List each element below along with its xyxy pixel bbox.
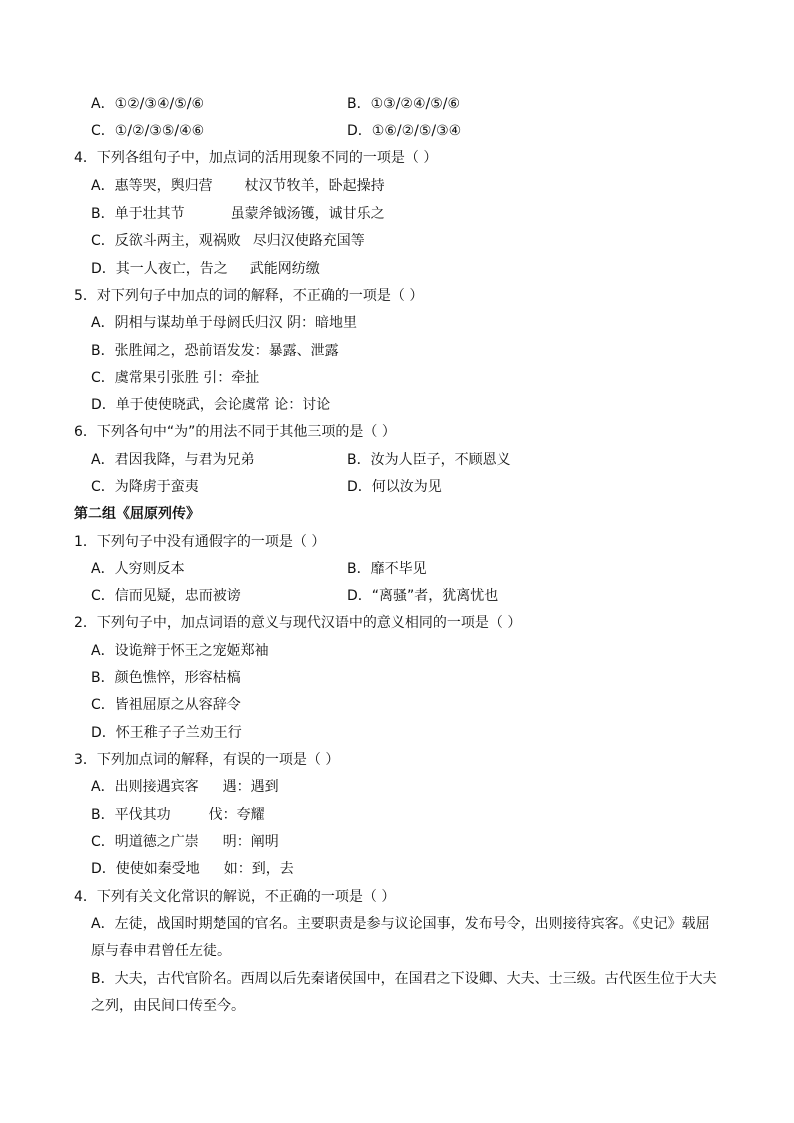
g2q2-option-a: A．设诡辩于怀王之宠姬郑袖 [91, 643, 269, 659]
g1q4-option-c-part2: 尽归汉使路充国等 [252, 233, 365, 249]
g1q4-option-a [91, 176, 385, 196]
g1q5-option-d: D．单于使使晓武，会论虞常 论：讨论 [91, 397, 331, 413]
g2q3-option-d [91, 859, 294, 879]
g2q3-option-c-part1: C．明道德之广崇 [91, 834, 199, 850]
g2q3-option-d-part1: D．使使如秦受地 [91, 861, 200, 877]
g2q4-option-b-line1: B．大夫，古代官阶名。西周以后先秦诸侯国中，在国君之下设卿、大夫、士三级。古代医生位于大夫 [91, 971, 717, 987]
g2q4-option-a-line1: A．左徒，战国时期楚国的官名。主要职责是参与议论国事，发布号令，出则接待宾客。《史记》载屈 [91, 916, 710, 932]
g2q1-option-c: C．信而见疑，忠而被谤 [91, 588, 241, 604]
g2q3-option-a-part2: 遇：遇到 [222, 779, 279, 795]
g1q5-stem: 5．对下列句子中加点的词的解释，不正确的一项是（ ） [74, 288, 424, 304]
g1q6-option-a: A．君因我降，与君为兄弟 [91, 452, 255, 468]
g2q3-option-c [91, 832, 279, 852]
g1q4-option-b [91, 204, 385, 224]
g2q1-stem: 1．下列句子中没有通假字的一项是（ ） [74, 534, 326, 550]
g2q2-option-c: C．皆祖屈原之从容辞令 [91, 697, 241, 713]
g1q3-option-c: C．①/②/③⑤/④⑥ [91, 123, 205, 139]
g1q3-option-d: D．①⑥/②/⑤/③④ [347, 123, 462, 139]
g1q6-option-c: C．为降虏于蛮夷 [91, 479, 199, 495]
g2q3-option-b-part1: B．平伐其功 [91, 807, 171, 823]
g1q4-option-c [91, 231, 365, 251]
g1q3-option-b: B．①③/②④/⑤/⑥ [347, 96, 461, 112]
g1q5-option-c: C．虞常果引张胜 引：牵扯 [91, 370, 260, 386]
g2q4-option-b-line2: 之列，由民间口传至今。 [91, 998, 245, 1014]
g2q3-option-c-part2: 明：阐明 [222, 834, 279, 850]
g2q3-option-a-part1: A．出则接遇宾客 [91, 779, 199, 795]
g1q6-option-b: B．汝为人臣子，不顾恩义 [347, 452, 511, 468]
g1q5-option-b: B．张胜闻之，恐前语发发：暴露、泄露 [91, 343, 339, 359]
g1q4-option-d-part1: D．其一人夜亡，告之 [91, 261, 228, 277]
g2q4-stem: 4．下列有关文化常识的解说，不正确的一项是（ ） [74, 889, 396, 905]
g1q6-option-d: D．何以汝为见 [347, 479, 442, 495]
g2q3-stem: 3．下列加点词的解释，有误的一项是（ ） [74, 752, 340, 768]
g1q4-stem: 4．下列各组句子中，加点词的活用现象不同的一项是（ ） [74, 150, 438, 166]
g2q4-option-a-line2: 原与春申君曾任左徒。 [91, 943, 231, 959]
g1q3-option-a: A．①②/③④/⑤/⑥ [91, 96, 205, 112]
g2q2-option-d: D．怀王稚子子兰劝王行 [91, 725, 242, 741]
g1q4-option-c-part1: C．反欲斗两主，观祸败 [91, 233, 241, 249]
g1q6-stem: 6．下列各句中“为”的用法不同于其他三项的是（ ） [74, 424, 396, 440]
g1q4-option-a-part2: 杖汉节牧羊，卧起操持 [244, 178, 385, 194]
g2q3-option-b-part2: 伐：夸耀 [208, 807, 265, 823]
g2q3-option-a [91, 777, 279, 797]
g2q1-option-a: A．人穷则反本 [91, 561, 185, 577]
g2q2-stem: 2．下列句子中，加点词语的意义与现代汉语中的意义相同的一项是（ ） [74, 615, 522, 631]
g1q4-option-d-part2: 武能网纺缴 [249, 261, 320, 277]
g1q4-option-a-part1: A．惠等哭，舆归营 [91, 178, 213, 194]
g2q1-option-d: D．“离骚”者，犹离忧也 [347, 588, 499, 604]
g1q4-option-b-part2: 虽蒙斧钺汤镬，诚甘乐之 [230, 206, 385, 222]
g1q4-option-b-part1: B．单于壮其节 [91, 206, 185, 222]
g2q3-option-b [91, 805, 265, 825]
g2q2-option-b: B．颜色憔悴，形容枯槁 [91, 670, 241, 686]
g1q4-option-d [91, 259, 320, 279]
group2-heading: 第二组《屈原列传》 [74, 506, 200, 522]
g2q3-option-d-part2: 如：到，去 [223, 861, 294, 877]
g2q1-option-b: B．靡不毕见 [347, 561, 427, 577]
g1q5-option-a: A．阴相与谋劫单于母阏氏归汉 阴：暗地里 [91, 315, 358, 331]
